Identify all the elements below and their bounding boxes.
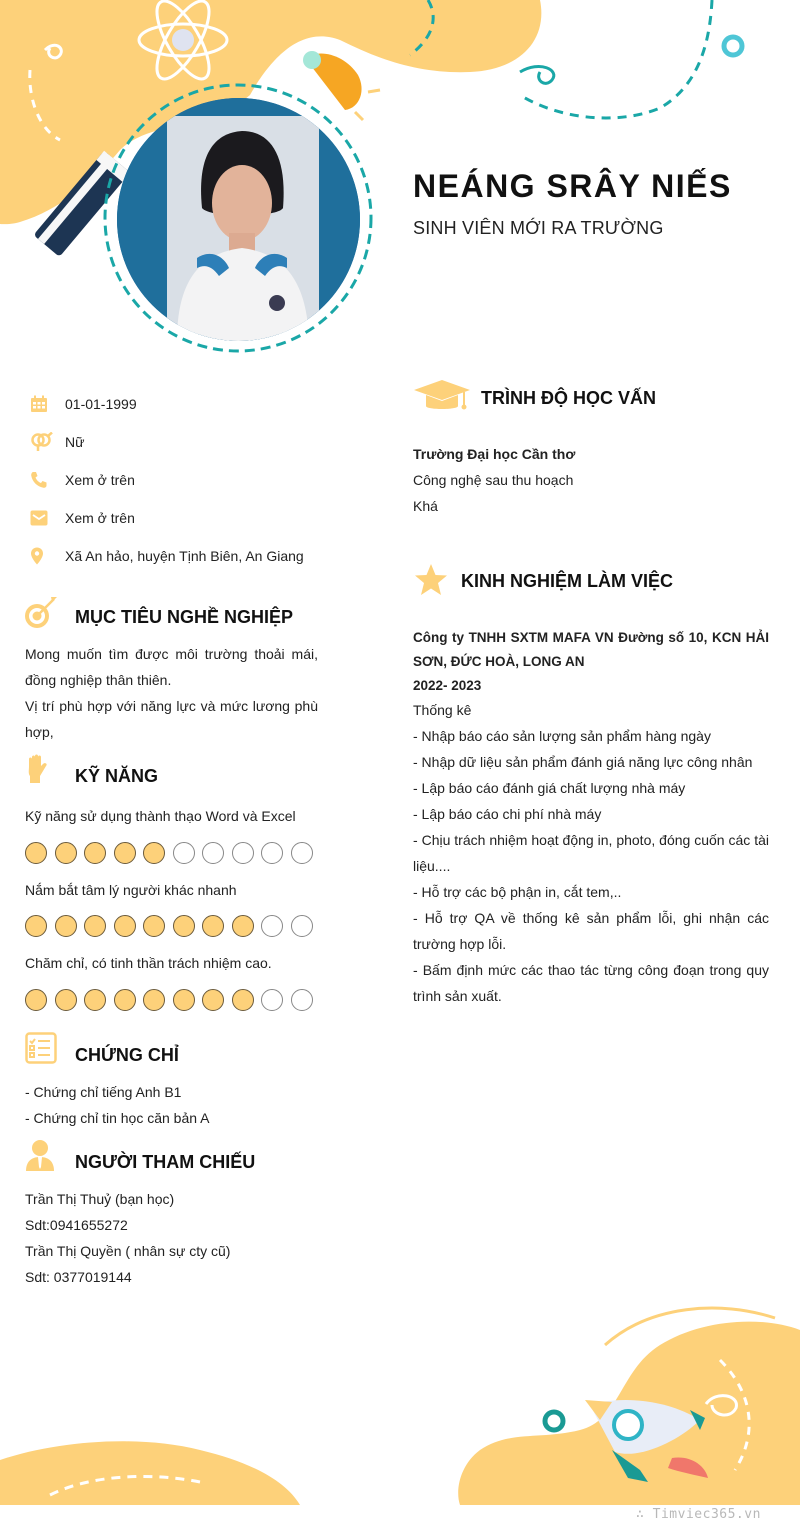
certificates-list xyxy=(25,1079,325,1131)
star-icon xyxy=(414,563,448,602)
education-title: TRÌNH ĐỘ HỌC VẤN xyxy=(481,388,656,408)
rating-dot-filled xyxy=(25,842,47,864)
hand-icon xyxy=(25,754,49,789)
skills-title: KỸ NĂNG xyxy=(75,766,159,786)
contact-row-address xyxy=(30,537,350,575)
reference-line: Trần Thị Quyền ( nhân sự cty cũ) xyxy=(25,1243,231,1259)
education-grade: Khá xyxy=(413,498,438,514)
rating-dot-filled xyxy=(202,989,224,1011)
rating-dot-filled xyxy=(143,842,165,864)
duty-item: - Lập báo cáo chi phí nhà máy xyxy=(413,806,602,822)
duty-item: - Chịu trách nhiệm hoạt động in, photo, đóng cuốn các tài liệu.... xyxy=(413,832,769,874)
rating-dot-empty xyxy=(291,989,313,1011)
rating-dot-filled xyxy=(202,915,224,937)
references-list xyxy=(25,1186,325,1290)
skill-rating xyxy=(25,842,320,864)
email-text: Xem ở trên xyxy=(65,510,135,526)
experience-title: KINH NGHIỆM LÀM VIỆC xyxy=(461,571,674,591)
rating-dot-empty xyxy=(291,915,313,937)
experience-header xyxy=(413,626,769,700)
graduation-cap-icon xyxy=(414,380,470,419)
references-title: NGƯỜI THAM CHIẾU xyxy=(75,1152,256,1172)
candidate-title: SINH VIÊN MỚI RA TRƯỜNG xyxy=(413,218,664,238)
duty-item: - Lập báo cáo đánh giá chất lượng nhà máy xyxy=(413,780,686,796)
contact-row-birthdate xyxy=(30,385,350,423)
rating-dot-filled xyxy=(232,989,254,1011)
rating-dot-filled xyxy=(232,915,254,937)
rating-dot-filled xyxy=(55,989,77,1011)
skill-label: Kỹ năng sử dụng thành thạo Word và Excel xyxy=(25,808,296,824)
rating-dot-filled xyxy=(114,915,136,937)
skill-rating xyxy=(25,989,320,1011)
mail-icon xyxy=(30,510,65,526)
skill-rating xyxy=(25,915,320,937)
rating-dot-empty xyxy=(261,915,283,937)
objective-text xyxy=(25,641,318,745)
reference-line: Trần Thị Thuỷ (bạn học) xyxy=(25,1191,175,1207)
candidate-name: NEÁNG SRÂY NIẾS xyxy=(413,168,732,204)
experience-period: 2022- 2023 xyxy=(413,678,482,693)
experience-company: Công ty TNHH SXTM MAFA VN Đường số 10, KCN HẢI SƠN, ĐỨC HOÀ, LONG AN xyxy=(413,630,769,669)
rating-dot-filled xyxy=(114,842,136,864)
skill-label: Chăm chỉ, có tinh thần trách nhiệm cao. xyxy=(25,955,272,971)
duty-item: - Nhập báo cáo sản lượng sản phẩm hàng ngày xyxy=(413,728,711,744)
rating-dot-filled xyxy=(25,915,47,937)
rating-dot-filled xyxy=(84,989,106,1011)
target-icon xyxy=(24,596,58,635)
rating-dot-filled xyxy=(143,915,165,937)
rating-dot-empty xyxy=(202,842,224,864)
profile-photo xyxy=(117,98,360,341)
profile-photo-frame xyxy=(111,92,366,347)
contact-row-email xyxy=(30,499,350,537)
reference-line: Sdt: 0377019144 xyxy=(25,1269,132,1285)
rating-dot-empty xyxy=(291,842,313,864)
rating-dot-filled xyxy=(173,915,195,937)
rating-dot-filled xyxy=(114,989,136,1011)
rating-dot-filled xyxy=(25,989,47,1011)
duty-item: - Nhập dữ liệu sản phẩm đánh giá năng lực công nhân xyxy=(413,754,753,770)
objective-line: Vị trí phù hợp với năng lực và mức lương phù hợp, xyxy=(25,698,318,740)
rating-dot-filled xyxy=(84,915,106,937)
phone-text: Xem ở trên xyxy=(65,472,135,488)
phone-icon xyxy=(30,471,65,489)
rating-dot-empty xyxy=(232,842,254,864)
rating-dot-empty xyxy=(173,842,195,864)
calendar-icon xyxy=(30,395,65,413)
address-text: Xã An hảo, huyện Tịnh Biên, An Giang xyxy=(65,548,304,564)
education-major: Công nghệ sau thu hoạch xyxy=(413,472,574,488)
gender-text: Nữ xyxy=(65,434,85,450)
certificates-title: CHỨNG CHỈ xyxy=(75,1045,179,1065)
duty-item: - Bấm định mức các thao tác từng công đoạn trong quy trình sản xuất. xyxy=(413,962,769,1004)
rating-dot-filled xyxy=(173,989,195,1011)
education-details xyxy=(413,441,773,519)
rating-dot-filled xyxy=(84,842,106,864)
gender-icon xyxy=(30,432,65,452)
reference-line: Sdt:0941655272 xyxy=(25,1217,128,1233)
birthdate-text: 01-01-1999 xyxy=(65,396,137,412)
rating-dot-filled xyxy=(143,989,165,1011)
person-icon xyxy=(25,1139,55,1176)
bottom-left-blob xyxy=(0,1441,300,1505)
contact-row-gender xyxy=(30,423,350,461)
experience-duties xyxy=(413,697,769,1009)
skill-label: Nắm bắt tâm lý người khác nhanh xyxy=(25,882,237,898)
checklist-icon xyxy=(25,1032,57,1069)
duty-item: - Hỗ trợ QA về thống kê sản phẩm lỗi, ghi nhận các trường hợp lỗi. xyxy=(413,910,769,952)
rating-dot-filled xyxy=(55,842,77,864)
certificate-item: - Chứng chỉ tiếng Anh B1 xyxy=(25,1084,182,1100)
objective-line: Mong muốn tìm được môi trường thoải mái, đồng nghiệp thân thiên. xyxy=(25,646,318,688)
rating-dot-empty xyxy=(261,989,283,1011)
contact-info xyxy=(30,385,350,575)
watermark: ∴ Timviec365.vn xyxy=(636,1507,761,1522)
duty-item: - Hỗ trợ các bộ phận in, cắt tem,.. xyxy=(413,884,622,900)
experience-position: Thống kê xyxy=(413,702,472,718)
rating-dot-filled xyxy=(55,915,77,937)
rating-dot-empty xyxy=(261,842,283,864)
location-icon xyxy=(30,547,65,565)
education-school: Trường Đại học Cần thơ xyxy=(413,446,576,462)
certificate-item: - Chứng chỉ tin học căn bản A xyxy=(25,1110,210,1126)
objective-title: MỤC TIÊU NGHỀ NGHIỆP xyxy=(75,607,294,627)
contact-row-phone xyxy=(30,461,350,499)
